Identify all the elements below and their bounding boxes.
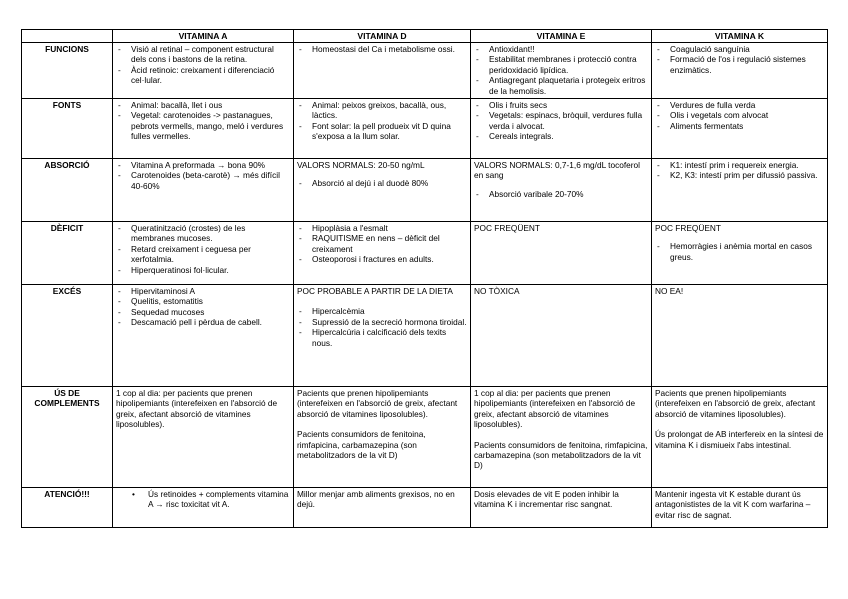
list-item: - Hipercalcèmia [297,306,467,316]
deficit-e-note: POC FREQÜENT [474,223,540,234]
list-item: - Descamació pell i pèrdua de cabell. [116,317,290,327]
corner-cell [22,30,113,43]
cell-atencio-k [652,488,828,528]
list-item: - Visió al retinal – component estructural dels cons i bastons de la retina. [116,44,290,65]
cell-fonts-e [471,99,652,159]
cell-complements-e [471,387,652,488]
header-vitamina-d: VITAMINA D [294,30,471,43]
cell-fonts-a [113,99,294,159]
cell-atencio-d [294,488,471,528]
list-item: - Animal: bacallà, llet i ous [116,100,290,110]
cell-atencio-e [471,488,652,528]
list-item: - Absorció varibale 20-70% [474,189,648,199]
list-item: - Vitamina A preformada → bona 90% [116,160,290,170]
list-item: - Hemorràgies i anèmia mortal en casos greus. [655,241,824,262]
cell-funcions-d [294,43,471,99]
cell-absorcio-d [294,159,471,222]
paragraph: Millor menjar amb aliments grexisos, no en dejú. [297,489,455,510]
paragraph: Pacients que prenen hipolipemiants (interefeixen en l'absorció de greix, afectant absorció de vitamines liposolubles). [655,388,816,419]
row-label-funcions: FUNCIONS [22,43,113,99]
row-label-atencio: ATENCIÓ!!! [22,488,113,528]
list-item: - Absorció al dejú i al duodè 80% [297,178,467,188]
exces-e-note: NO TÒXICA [474,286,520,297]
header-vitamina-e: VITAMINA E [471,30,652,43]
list-item: - Hipervitaminosi A [116,286,290,296]
cell-complements-a [113,387,294,488]
row-fonts [22,99,828,159]
row-absorcio [22,159,828,222]
paragraph: Pacients consumidors de fenitoina, rimfapicina, carbamazepina (son metabolitzadors de la vit D) [297,429,426,461]
list-item: - Antioxidant!! [474,44,648,54]
cell-deficit-a [113,222,294,285]
row-label-deficit: DÈFICIT [22,222,113,285]
list-item: - Coagulació sanguínia [655,44,824,54]
exces-d-note: POC PROBABLE A PARTIR DE LA DIETA [297,286,453,297]
list-item: - Sequedad mucoses [116,307,290,317]
list-item: - Verdures de fulla verda [655,100,824,110]
header-vitamina-a: VITAMINA A [113,30,294,43]
list-item: - Olis i vegetals com alvocat [655,110,824,120]
row-deficit [22,222,828,285]
cell-deficit-e [471,222,652,285]
paragraph: 1 cop al dia: per pacients que prenen hipolipemiants (interefeixen en l'absorció de greix, afectant absorció de vitamines liposolubles). [474,388,636,430]
paragraph: Dosis elevades de vit E poden inhibir la vitamina K i incrementar risc sangnat. [474,489,619,510]
cell-funcions-k [652,43,828,99]
cell-funcions-e [471,43,652,99]
row-label-complements: ÚS DE COMPLEMENTS [22,387,113,488]
list-item: - Queratinització (crostes) de les membranes mucoses. [116,223,290,244]
header-vitamina-k: VITAMINA K [652,30,828,43]
cell-exces-k [652,285,828,387]
list-item: - Supressió de la secreció hormona tiroidal. [297,317,467,327]
row-atencio [22,488,828,528]
list-item: - Osteoporosi i fractures en adults. [297,254,467,264]
list-item: - Estabilitat membranes i protecció contra peridoxidació lipídica. [474,54,648,75]
list-item: - Font solar: la pell produeix vit D quina s'exposa a la llum solar. [297,121,467,142]
cell-atencio-a [113,488,294,528]
paragraph: Mantenir ingesta vit K estable durant ús antagonististes de la vit K com warfarina – evitar risc de sagnat. [655,489,811,520]
list-item: - Aliments fermentats [655,121,824,131]
list-item: - Homeostasi del Ca i metabolisme ossi. [297,44,467,54]
list-item: - Hipoplàsia a l'esmalt [297,223,467,233]
paragraph: 1 cop al dia: per pacients que prenen hipolipemiants (interefeixen en l'absorció de greix, afectant absorció de vitamines liposolubles). [116,388,278,430]
cell-complements-k [652,387,828,488]
list-item: - Formació de l'os i regulació sistemes enzimàtics. [655,54,824,75]
list-item: - Hipercalcúria i calcificació dels texits nous. [297,327,467,348]
cell-complements-d [294,387,471,488]
exces-k-note: NO EA! [655,286,684,297]
deficit-k-note: POC FREQÜENT [655,223,721,234]
list-item: - Quelitis, estomatitis [116,296,290,306]
cell-funcions-a [113,43,294,99]
list-item: - Antiagregant plaquetaria i protegeix eritros de la hemolisis. [474,75,648,96]
cell-fonts-d [294,99,471,159]
list-item: - Cereals integrals. [474,131,648,141]
vitamins-table [21,29,828,528]
normal-values-d: VALORS NORMALS: 20-50 ng/mL [297,160,425,171]
list-item: - Àcid retinoic: creixament i diferenciació cel·lular. [116,65,290,86]
paragraph: Ús prolongat de AB interfereix en la síntesi de vitamina K i dismiueix l'abs intestinal. [655,429,824,450]
cell-absorcio-e [471,159,652,222]
cell-exces-d [294,285,471,387]
cell-deficit-k [652,222,828,285]
list-item: - Carotenoides (beta-carotè) → més difícil 40-60% [116,170,290,191]
row-complements [22,387,828,488]
list-item: - Vegetals: espinacs, bròquil, verdures fulla verda i alvocat. [474,110,648,131]
cell-exces-a [113,285,294,387]
list-item: - Vegetal: carotenoides -> pastanagues, pebrots vermells, mango, meló i verdures fulles vermelles. [116,110,290,141]
row-label-exces: EXCÉS [22,285,113,387]
cell-absorcio-k [652,159,828,222]
normal-values-e: VALORS NORMALS: 0,7-1,6 mg/dL tocoferol en sang [474,160,641,181]
cell-fonts-k [652,99,828,159]
list-item: - RAQUITISME en nens – dèficit del creixament [297,233,467,254]
row-label-fonts: FONTS [22,99,113,159]
list-item: - K1: intestí prim i requereix energia. [655,160,824,170]
list-item: - Retard creixament i ceguesa per xerfotalmia. [116,244,290,265]
paragraph: Pacients que prenen hipolipemiants (interefeixen en l'absorció de greix, afectant absorció de vitamines liposolubles). [297,388,458,419]
paragraph: Pacients consumidors de fenitoina, rimfapicina, carbamazepina (son metabolitzadors de la vit D) [474,439,648,471]
header-row [22,30,828,43]
row-exces [22,285,828,387]
list-item: - Olis i fruits secs [474,100,648,110]
cell-absorcio-a [113,159,294,222]
list-item: - Hiperqueratinosi fol·licular. [116,265,290,275]
list-item: • Ús retinoides + complements vitamina A → risc toxicitat vit A. [116,489,290,510]
cell-exces-e [471,285,652,387]
list-item: - Animal: peixos greixos, bacallà, ous, làctics. [297,100,467,121]
row-funcions [22,43,828,99]
row-label-absorcio: ABSORCIÓ [22,159,113,222]
cell-deficit-d [294,222,471,285]
list-item: - K2, K3: intestí prim per difussió passiva. [655,170,824,180]
